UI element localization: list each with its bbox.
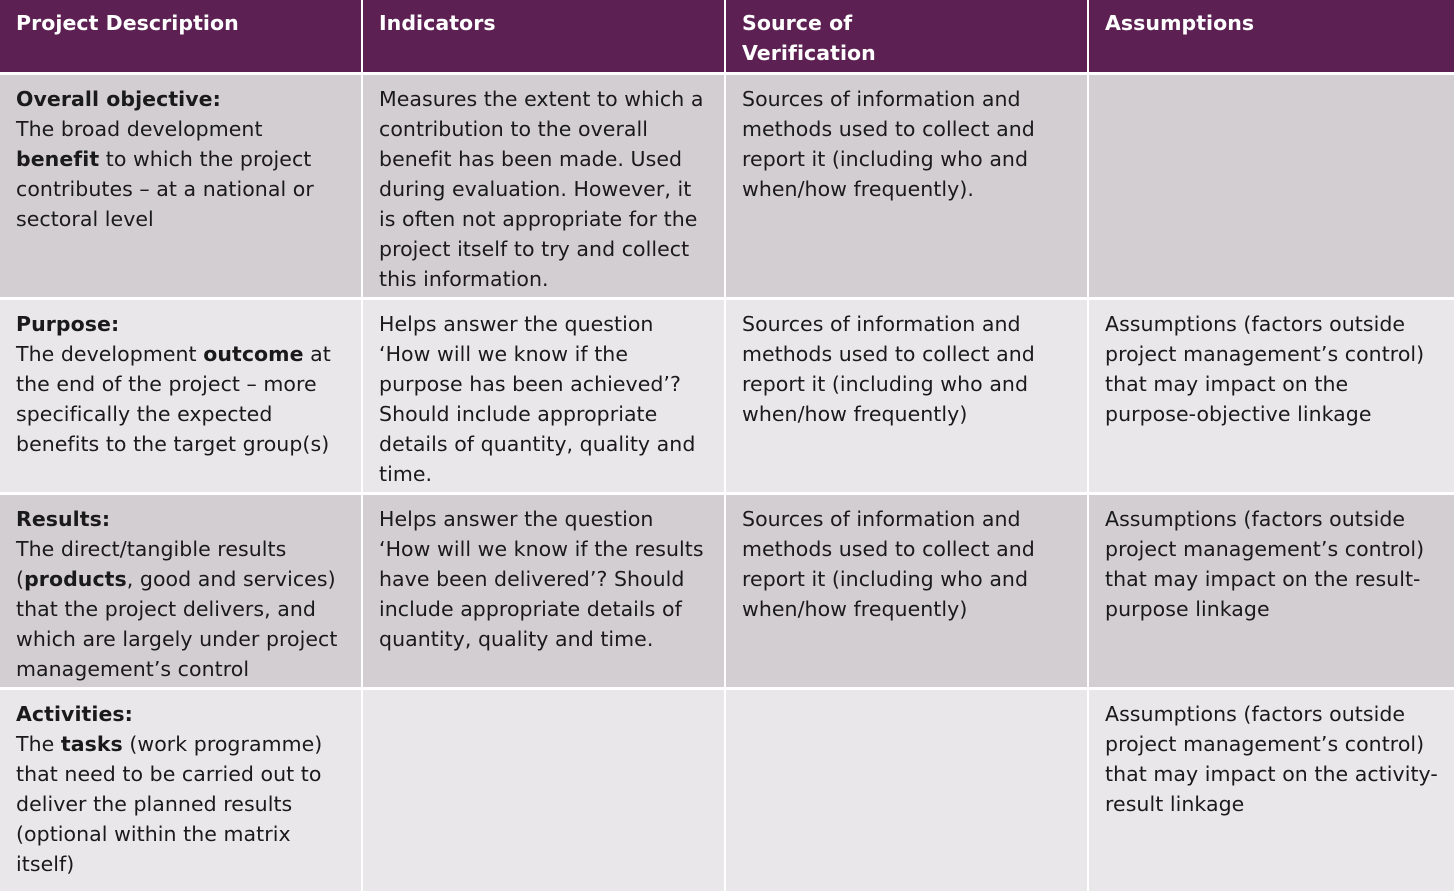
row-purpose-verification: Sources of information and methods used to collect and report it (including who and when/how frequently) (726, 300, 1089, 495)
description-text: to which the project contributes – at a national or sectoral level (16, 147, 314, 231)
description-text: , good and services) that the project delivers, and which are largely under project management’s control (16, 567, 338, 681)
row-results-verification: Sources of information and methods used to collect and report it (including who and when/how frequently) (726, 495, 1089, 690)
row-purpose-assumptions: Assumptions (factors outside project management’s control) that may impact on the purpose-objective linkage (1089, 300, 1454, 495)
row-label: Overall objective: (16, 87, 221, 111)
description-keyword: outcome (203, 342, 304, 366)
description-keyword: benefit (16, 147, 100, 171)
row-activities-description (0, 690, 363, 894)
description-text: The direct/tangible results ( (16, 537, 287, 591)
row-activities-indicators (363, 690, 726, 894)
header-project-description: Project Description (0, 0, 363, 75)
row-overall-objective-assumptions (1089, 75, 1454, 300)
description-keyword: products (24, 567, 127, 591)
row-results-indicators: Helps answer the question ‘How will we know if the results have been delivered’? Should include appropriate details of quantity, quality and time. (363, 495, 726, 690)
description-keyword: tasks (60, 732, 123, 756)
row-purpose-indicators: Helps answer the question ‘How will we know if the purpose has been achieved’? Should include appropriate details of quantity, quality and time. (363, 300, 726, 495)
row-label: Results: (16, 507, 111, 531)
description-text: The (16, 732, 61, 756)
header-source-of-verification-text: Source of Verification (742, 11, 876, 65)
description-text: (work programme) that need to be carried out to deliver the planned results (optional within the matrix itself) (16, 732, 323, 876)
header-assumptions: Assumptions (1089, 0, 1454, 75)
row-overall-objective-indicators: Measures the extent to which a contribution to the overall benefit has been made. Used during evaluation. However, it is often not appropriate for the project itself to try and collect this information. (363, 75, 726, 300)
row-activities-verification (726, 690, 1089, 894)
row-activities-assumptions: Assumptions (factors outside project management’s control) that may impact on the activity-result linkage (1089, 690, 1454, 894)
row-results-description (0, 495, 363, 690)
row-results-assumptions: Assumptions (factors outside project management’s control) that may impact on the result-purpose linkage (1089, 495, 1454, 690)
row-label: Purpose: (16, 312, 120, 336)
header-indicators: Indicators (363, 0, 726, 75)
header-source-of-verification (726, 0, 1089, 75)
row-overall-objective-verification: Sources of information and methods used to collect and report it (including who and when/how frequently). (726, 75, 1089, 300)
row-label: Activities: (16, 702, 133, 726)
description-text: The broad development (16, 117, 263, 141)
row-overall-objective-description (0, 75, 363, 300)
description-text: at the end of the project – more specifically the expected benefits to the target group(s) (16, 342, 331, 456)
description-text: The development (16, 342, 204, 366)
row-purpose-description (0, 300, 363, 495)
